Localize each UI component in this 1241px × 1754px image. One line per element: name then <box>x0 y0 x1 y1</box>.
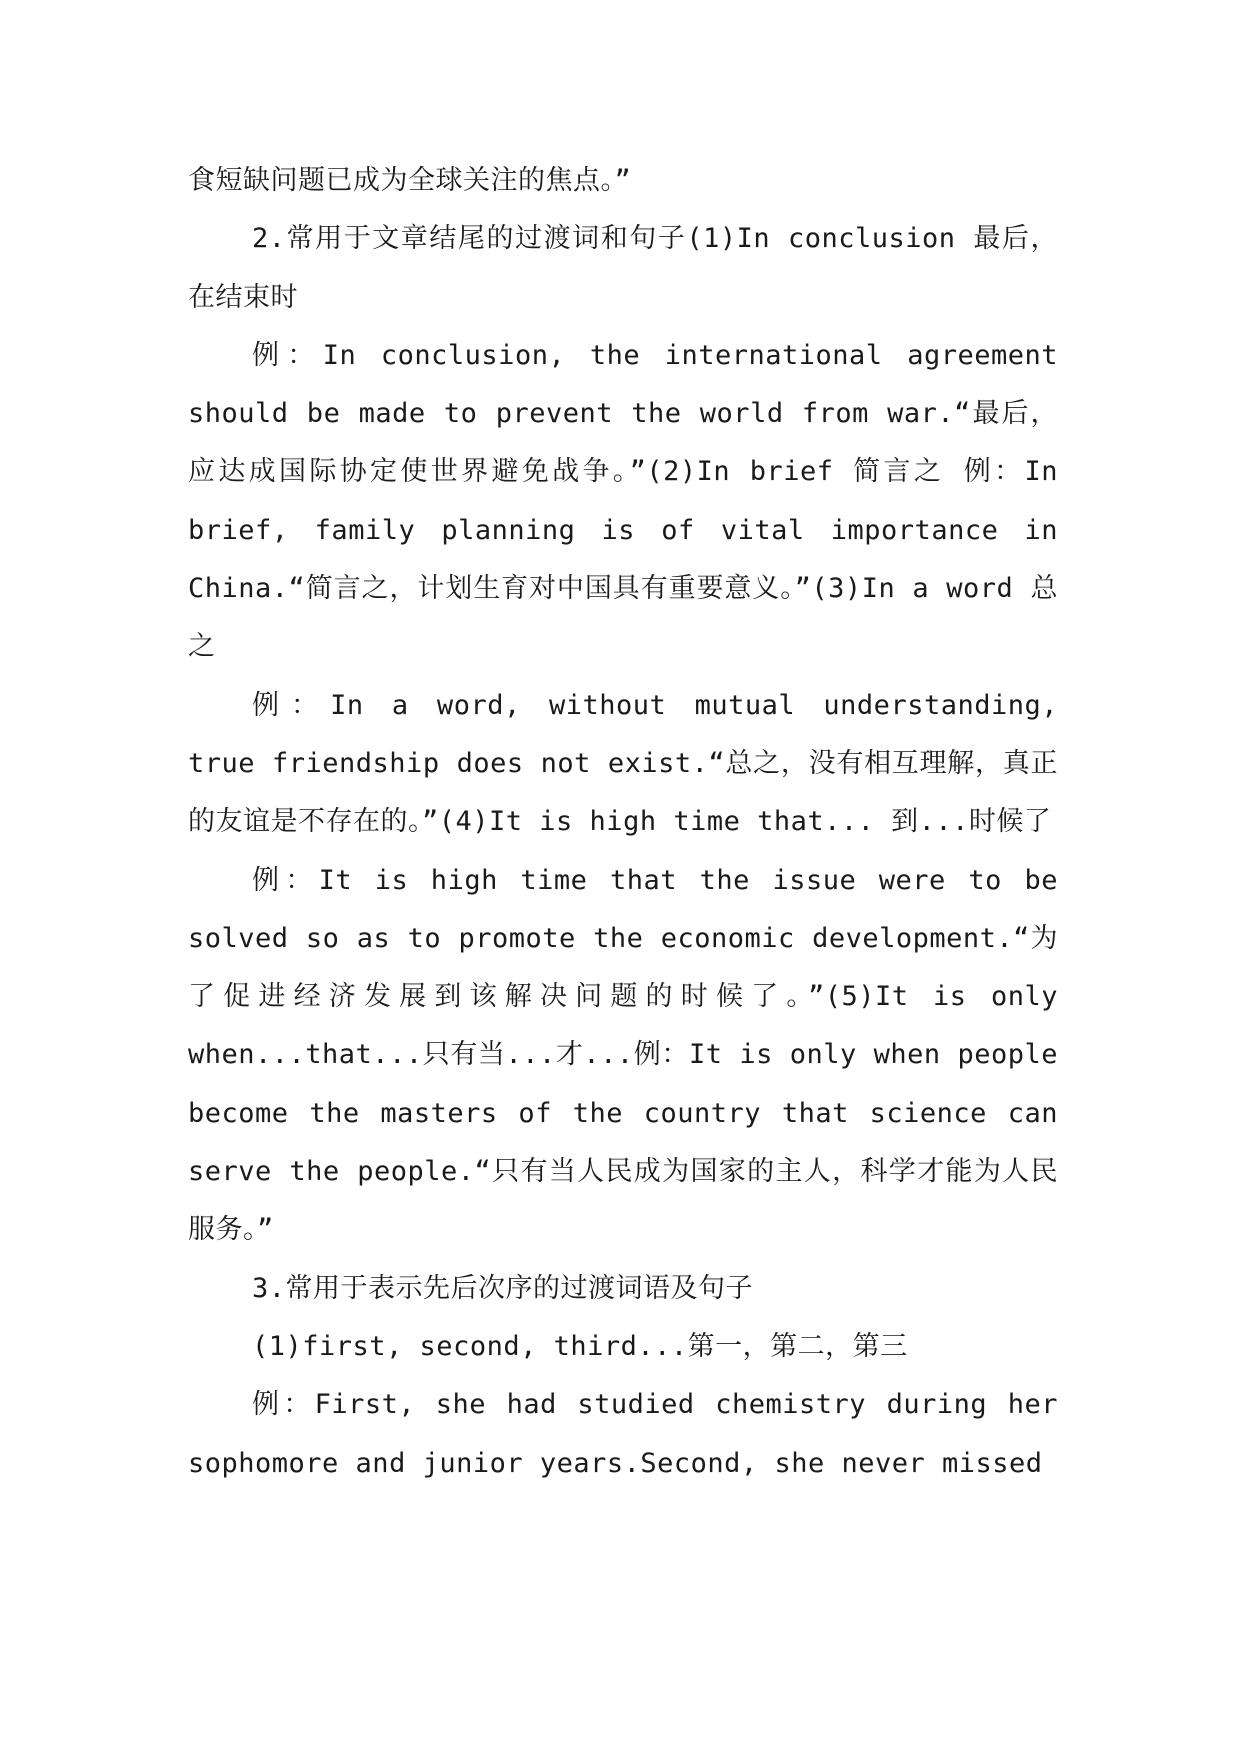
paragraph-in-a-word-example: 例：In a word, without mutual understanding, true friendship does not exist.“总之，没有相互理解，真正的友谊是不存在的。”(4)It is high time that... 到...时候了 <box>188 689 1058 838</box>
paragraph-food-shortage-ending: 食短缺问题已成为全球关注的焦点。” <box>188 165 632 196</box>
paragraph-first-example: 例：First, she had studied chemistry during her sophomore and junior years.Second, she never missed <box>188 1389 1058 1479</box>
paragraph-sequence-transitions-heading: 3.常用于表示先后次序的过渡词语及句子 <box>252 1272 754 1304</box>
paragraph-in-conclusion-example: 例：In conclusion, the international agreement should be made to prevent the world from war.“最后，应达成国际协定使世界避免战争。”(2)In brief 简言之 例：In brief, family planning is of vital importance in China.“简言之，计划生育对中国具有重要意义。”(3)In a word 总之 <box>188 339 1058 663</box>
paragraph-first-second-third: (1)first, second, third...第一，第二，第三 <box>252 1330 908 1362</box>
paragraph-high-time-example: 例：It is high time that the issue were to be solved so as to promote the economic development.“为了促进经济发展到该解决问题的时候了。”(5)It is only when...that...只有当...才...例：It is only when people become the masters of the country that science can serve the people.“只有当人民成为国家的主人，科学才能为人民服务。” <box>188 864 1058 1246</box>
document-body <box>188 152 1058 1493</box>
paragraph-ending-transitions-heading: 2.常用于文章结尾的过渡词和句子(1)In conclusion 最后，在结束时 <box>188 223 1058 313</box>
